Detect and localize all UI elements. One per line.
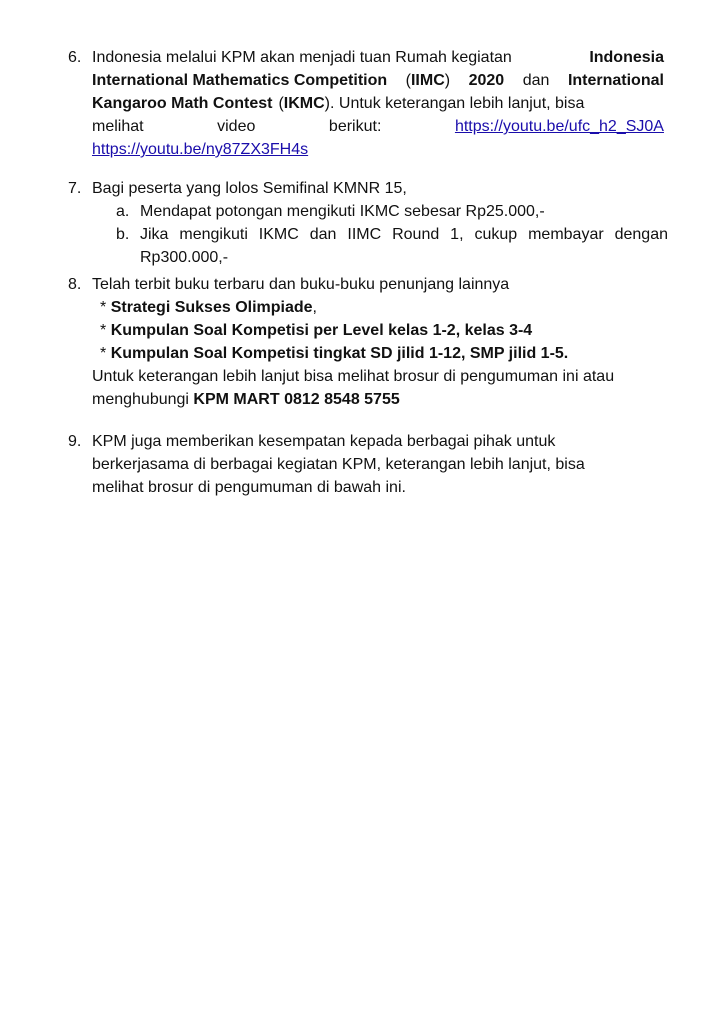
sub-item-label: a. <box>116 203 130 220</box>
book-bullet-2: * Kumpulan Soal Kompetisi per Level kelas 1-2, kelas 3-4 <box>100 322 533 339</box>
item-8-closing-line-2: menghubungi KPM MART 0812 8548 5755 <box>92 391 400 408</box>
item-number: 6. <box>68 49 82 66</box>
book-bullet-3: * Kumpulan Soal Kompetisi tingkat SD jilid 1-12, SMP jilid 1-5. <box>100 345 569 362</box>
item-8-text: Telah terbit buku terbaru dan buku-buku penunjang lainnya <box>92 276 510 293</box>
item-9-line-2: berkerjasama di berbagai kegiatan KPM, keterangan lebih lanjut, bisa <box>92 456 585 473</box>
item-number: 7. <box>68 180 82 197</box>
contact-info: KPM MART 0812 8548 5755 <box>193 391 400 408</box>
youtube-link-1[interactable]: https://youtu.be/ufc_h2_SJ0A <box>454 118 664 135</box>
book-title: Strategi Sukses Olimpiade <box>110 299 313 316</box>
item-number: 8. <box>68 276 82 293</box>
sub-item-label: b. <box>116 226 130 243</box>
item-9-line-1: KPM juga memberikan kesempatan kepada berbagai pihak untuk <box>92 433 556 450</box>
item-7-body <box>92 177 668 269</box>
item-6-body <box>92 46 664 161</box>
book-title: Kumpulan Soal Kompetisi tingkat SD jilid 1-12, SMP jilid 1-5. <box>110 345 569 362</box>
youtube-link-2[interactable]: https://youtu.be/ny87ZX3FH4s <box>92 141 309 158</box>
item-6-line-5 <box>92 138 664 161</box>
sub-item-text: Mendapat potongan mengikuti IKMC sebesar Rp25.000,- <box>140 203 545 220</box>
book-bullet-1: * Strategi Sukses Olimpiade, <box>100 299 317 316</box>
item-8-body <box>92 273 678 411</box>
item-8-closing-line-1: Untuk keterangan lebih lanjut bisa melihat brosur di pengumuman ini atau <box>92 368 615 385</box>
item-6-line-2: International Mathematics Competition (IIMC) 2020 dan International <box>92 72 664 89</box>
item-6-line-3: Kangaroo Math Contest (IKMC). Untuk keterangan lebih lanjut, bisa <box>92 95 585 112</box>
item-9-body <box>92 430 668 499</box>
sub-item-a <box>92 200 668 223</box>
sub-item-text: Jika mengikuti IKMC dan IIMC Round 1, cukup membayar dengan Rp300.000,- <box>140 226 668 266</box>
item-6-line-1: Indonesia melalui KPM akan menjadi tuan Rumah kegiatan Indonesia <box>92 49 664 66</box>
item-7-text: Bagi peserta yang lolos Semifinal KMNR 15, <box>92 180 407 197</box>
book-title: Kumpulan Soal Kompetisi per Level kelas 1-2, kelas 3-4 <box>110 322 533 339</box>
item-9-line-3: melihat brosur di pengumuman di bawah ini. <box>92 479 406 496</box>
sub-item-b <box>92 223 668 269</box>
item-number: 9. <box>68 433 82 450</box>
item-6-line-4: melihat video berikut: https://youtu.be/ufc_h2_SJ0A <box>92 115 664 138</box>
